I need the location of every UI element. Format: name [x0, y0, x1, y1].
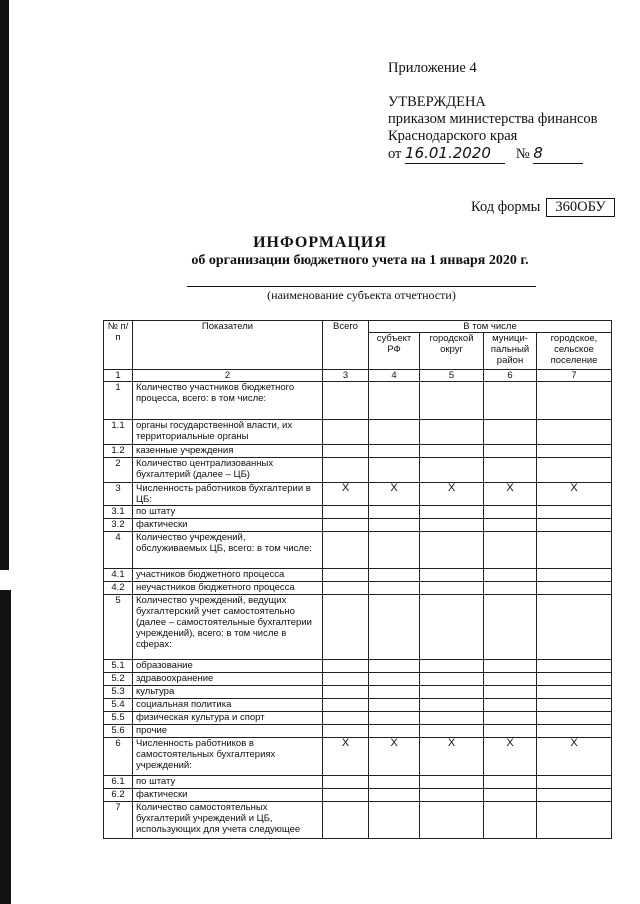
value-cell — [369, 382, 420, 420]
value-cell — [369, 519, 420, 532]
value-cell — [484, 532, 537, 569]
scan-edge-top — [0, 0, 9, 570]
col-number: 3 — [323, 370, 369, 382]
value-cell — [484, 712, 537, 725]
value-cell — [323, 699, 369, 712]
not-applicable-mark: X — [369, 738, 420, 776]
value-cell — [323, 595, 369, 660]
value-cell — [537, 802, 612, 839]
value-cell — [420, 382, 484, 420]
value-cell — [323, 776, 369, 789]
col-number: 1 — [104, 370, 133, 382]
value-cell — [323, 445, 369, 458]
appendix-label: Приложение 4 — [388, 60, 477, 76]
value-cell — [484, 699, 537, 712]
value-cell — [323, 532, 369, 569]
table-row — [104, 382, 612, 420]
not-applicable-mark: X — [537, 738, 612, 776]
value-cell — [420, 532, 484, 569]
row-number: 5.5 — [104, 712, 133, 725]
row-label: Количество самостоятельных бухгалтерий учреждений и ЦБ, использующих для учета следующее — [133, 802, 323, 839]
form-code-label: Код формы — [471, 199, 541, 215]
row-number: 5.2 — [104, 673, 133, 686]
row-number: 7 — [104, 802, 133, 839]
col-number: 6 — [484, 370, 537, 382]
order-line-1: приказом министерства финансов — [388, 111, 598, 127]
table-row — [104, 699, 612, 712]
row-number: 5.3 — [104, 686, 133, 699]
value-cell — [484, 789, 537, 802]
table-row — [104, 712, 612, 725]
order-number: 8 — [533, 144, 543, 162]
value-cell — [537, 686, 612, 699]
value-cell — [369, 673, 420, 686]
header-city-district: городской округ — [420, 333, 484, 370]
not-applicable-mark: X — [420, 483, 484, 506]
value-cell — [484, 776, 537, 789]
value-cell — [369, 595, 420, 660]
value-cell — [369, 445, 420, 458]
value-cell — [537, 445, 612, 458]
not-applicable-mark: X — [420, 738, 484, 776]
value-cell — [537, 519, 612, 532]
table-row — [104, 506, 612, 519]
value-cell — [323, 519, 369, 532]
header-group: В том числе — [369, 321, 612, 333]
not-applicable-mark: X — [484, 483, 537, 506]
not-applicable-mark: X — [323, 483, 369, 506]
value-cell — [369, 802, 420, 839]
row-label: по штату — [133, 776, 323, 789]
form-code — [471, 198, 615, 217]
value-cell — [420, 776, 484, 789]
row-number: 5.6 — [104, 725, 133, 738]
table-row — [104, 445, 612, 458]
value-cell — [484, 506, 537, 519]
table-row — [104, 673, 612, 686]
row-label: казенные учреждения — [133, 445, 323, 458]
value-cell — [323, 506, 369, 519]
subject-name-line — [187, 286, 536, 287]
value-cell — [484, 420, 537, 445]
row-number: 1 — [104, 382, 133, 420]
value-cell — [323, 789, 369, 802]
value-cell — [484, 445, 537, 458]
header-num: № п/п — [104, 321, 133, 370]
header-total: Всего — [323, 321, 369, 370]
table-row — [104, 483, 612, 506]
value-cell — [323, 673, 369, 686]
value-cell — [537, 699, 612, 712]
value-cell — [369, 506, 420, 519]
order-line-2: Краснодарского края — [388, 128, 518, 144]
value-cell — [420, 673, 484, 686]
row-label: по штату — [133, 506, 323, 519]
value-cell — [484, 569, 537, 582]
value-cell — [537, 382, 612, 420]
row-number: 5 — [104, 595, 133, 660]
table-row — [104, 582, 612, 595]
not-applicable-mark: X — [369, 483, 420, 506]
approval-block — [388, 94, 598, 164]
order-date-line — [388, 145, 598, 164]
row-label: физическая культура и спорт — [133, 712, 323, 725]
value-cell — [323, 802, 369, 839]
value-cell — [420, 506, 484, 519]
value-cell — [537, 458, 612, 483]
value-cell — [323, 660, 369, 673]
value-cell — [537, 506, 612, 519]
value-cell — [420, 569, 484, 582]
value-cell — [420, 445, 484, 458]
row-label: прочие — [133, 725, 323, 738]
table-row — [104, 595, 612, 660]
header-indicator: Показатели — [133, 321, 323, 370]
value-cell — [537, 673, 612, 686]
value-cell — [323, 420, 369, 445]
row-label: Количество централизованных бухгалтерий (далее – ЦБ) — [133, 458, 323, 483]
value-cell — [484, 660, 537, 673]
header-municipal: муници-пальный район — [484, 333, 537, 370]
table-row — [104, 738, 612, 776]
value-cell — [484, 582, 537, 595]
value-cell — [484, 725, 537, 738]
value-cell — [323, 382, 369, 420]
row-label: участников бюджетного процесса — [133, 569, 323, 582]
row-number: 3.1 — [104, 506, 133, 519]
value-cell — [420, 789, 484, 802]
value-cell — [420, 725, 484, 738]
value-cell — [484, 802, 537, 839]
row-label: органы государственной власти, их территориальные органы — [133, 420, 323, 445]
table-row — [104, 789, 612, 802]
row-label: неучастников бюджетного процесса — [133, 582, 323, 595]
row-label: фактически — [133, 789, 323, 802]
value-cell — [537, 420, 612, 445]
value-cell — [537, 712, 612, 725]
form-code-value: 360ОБУ — [546, 198, 614, 217]
table-row — [104, 802, 612, 839]
row-label: социальная политика — [133, 699, 323, 712]
value-cell — [537, 582, 612, 595]
value-cell — [369, 699, 420, 712]
table-row — [104, 519, 612, 532]
value-cell — [369, 712, 420, 725]
value-cell — [537, 789, 612, 802]
value-cell — [484, 458, 537, 483]
value-cell — [484, 519, 537, 532]
value-cell — [537, 595, 612, 660]
value-cell — [420, 712, 484, 725]
row-label: фактически — [133, 519, 323, 532]
row-label: Численность работников в самостоятельных бухгалтериях учреждений: — [133, 738, 323, 776]
value-cell — [420, 582, 484, 595]
value-cell — [537, 776, 612, 789]
scan-edge-bottom — [0, 590, 11, 904]
row-label: Количество участников бюджетного процесса, всего: в том числе: — [133, 382, 323, 420]
row-number: 6 — [104, 738, 133, 776]
col-number: 7 — [537, 370, 612, 382]
value-cell — [537, 725, 612, 738]
row-number: 4.2 — [104, 582, 133, 595]
from-prefix: от — [388, 146, 402, 162]
row-label: Количество учреждений, ведущих бухгалтерский учет самостоятельно (далее – самостоятельные бухгалтерии учреждений), всего: в том числе в сферах: — [133, 595, 323, 660]
col-number: 4 — [369, 370, 420, 382]
header-subject: субъект РФ — [369, 333, 420, 370]
value-cell — [369, 458, 420, 483]
row-number: 3.2 — [104, 519, 133, 532]
row-number: 5.1 — [104, 660, 133, 673]
value-cell — [484, 673, 537, 686]
not-applicable-mark: X — [537, 483, 612, 506]
row-label: Количество учреждений, обслуживаемых ЦБ, всего: в том числе: — [133, 532, 323, 569]
value-cell — [420, 660, 484, 673]
table-row — [104, 725, 612, 738]
row-label: здравоохранение — [133, 673, 323, 686]
value-cell — [484, 595, 537, 660]
row-label: культура — [133, 686, 323, 699]
value-cell — [420, 519, 484, 532]
row-number: 1.2 — [104, 445, 133, 458]
value-cell — [369, 660, 420, 673]
value-cell — [323, 686, 369, 699]
not-applicable-mark: X — [323, 738, 369, 776]
value-cell — [420, 595, 484, 660]
value-cell — [420, 420, 484, 445]
document-subtitle: об организации бюджетного учета на 1 января 2020 г. — [191, 253, 529, 268]
value-cell — [323, 712, 369, 725]
row-label: Численность работников бухгалтерии в ЦБ: — [133, 483, 323, 506]
row-number: 2 — [104, 458, 133, 483]
table-row — [104, 569, 612, 582]
row-number: 6.1 — [104, 776, 133, 789]
value-cell — [369, 569, 420, 582]
table-row — [104, 458, 612, 483]
table-row — [104, 420, 612, 445]
value-cell — [369, 420, 420, 445]
value-cell — [420, 802, 484, 839]
table-row — [104, 686, 612, 699]
col-number: 5 — [420, 370, 484, 382]
table-row — [104, 532, 612, 569]
row-number: 6.2 — [104, 789, 133, 802]
document-title: ИНФОРМАЦИЯ — [253, 234, 387, 251]
row-number: 1.1 — [104, 420, 133, 445]
row-label: образование — [133, 660, 323, 673]
value-cell — [369, 686, 420, 699]
value-cell — [369, 725, 420, 738]
header-settlement: городское, сельское поселение — [537, 333, 612, 370]
approved-heading: УТВЕРЖДЕНА — [388, 94, 486, 110]
value-cell — [484, 686, 537, 699]
table-row — [104, 660, 612, 673]
value-cell — [420, 686, 484, 699]
value-cell — [420, 699, 484, 712]
value-cell — [484, 382, 537, 420]
value-cell — [537, 569, 612, 582]
value-cell — [369, 789, 420, 802]
table-row — [104, 776, 612, 789]
value-cell — [323, 458, 369, 483]
number-prefix: № — [515, 146, 530, 162]
order-date: 16.01.2020 — [405, 144, 491, 162]
value-cell — [369, 776, 420, 789]
value-cell — [537, 532, 612, 569]
value-cell — [323, 582, 369, 595]
row-number: 3 — [104, 483, 133, 506]
value-cell — [420, 458, 484, 483]
row-number: 5.4 — [104, 699, 133, 712]
value-cell — [323, 569, 369, 582]
col-number: 2 — [133, 370, 323, 382]
value-cell — [537, 660, 612, 673]
not-applicable-mark: X — [484, 738, 537, 776]
value-cell — [369, 532, 420, 569]
row-number: 4 — [104, 532, 133, 569]
row-number: 4.1 — [104, 569, 133, 582]
value-cell — [323, 725, 369, 738]
indicators-table — [103, 320, 612, 839]
value-cell — [369, 582, 420, 595]
subject-name-caption: (наименование субъекта отчетности) — [267, 288, 456, 302]
